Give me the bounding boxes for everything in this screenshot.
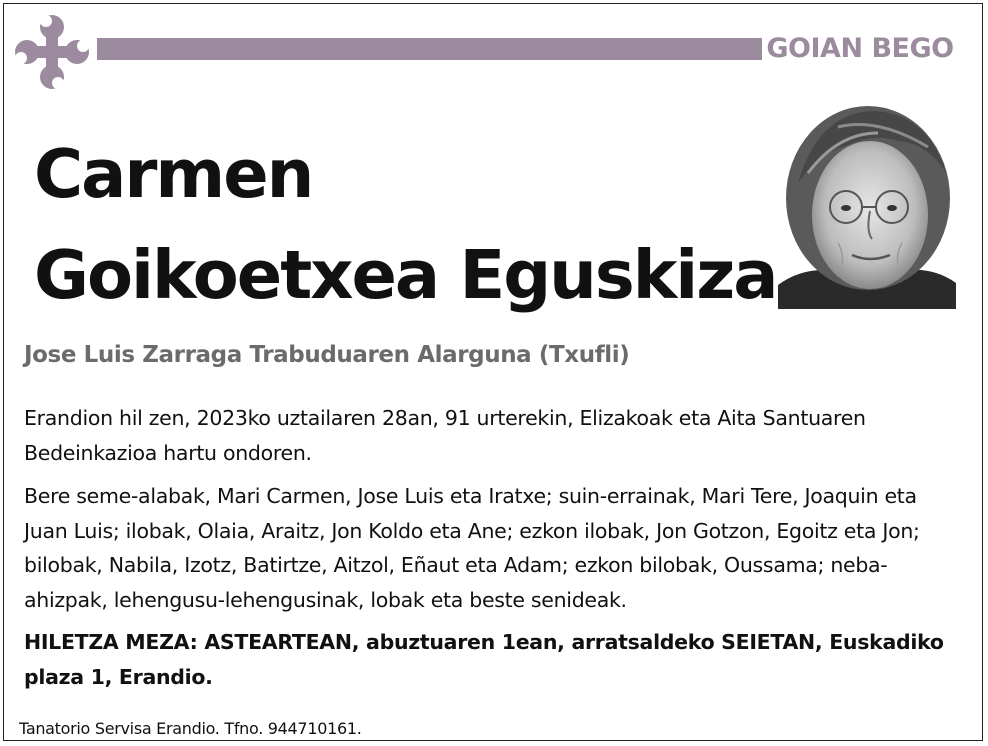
widow-of-subtitle: Jose Luis Zarraga Trabuduaren Alarguna (Txufli) [24, 342, 630, 368]
deceased-surnames: Goikoetxea Eguskiza [34, 236, 777, 314]
funeral-mass-paragraph: HILETZA MEZA: ASTEARTEAN, abuztuaren 1ean, arratsaldeko SEIETAN, Euskadiko plaza 1, Erandio. [24, 630, 944, 689]
deceased-first-name: Carmen [34, 135, 313, 213]
family-paragraph: Bere seme-alabak, Mari Carmen, Jose Luis eta Iratxe; suin-errainak, Mari Tere, Joaquin eta Juan Luis; ilobak, Olaia, Araitz, Jon Koldo eta Ane; ezkon ilobak, Jon Gotzon, Egoitz eta Jon; bilobak, Nabila, Izotz, Batirtze, Aitzol, Eñaut eta Adam; ezkon bilobak, Oussama; neba-ahizpak, lehengusu-lehengusinak, lobak eta beste senideak. [24, 484, 920, 612]
header-bar [97, 38, 762, 60]
death-announcement-paragraph: Erandion hil zen, 2023ko uztailaren 28an, 91 urterekin, Elizakoak eta Aita Santuaren Bedeinkazioa hartu ondoren. [24, 406, 866, 465]
portrait-photo [778, 103, 956, 309]
funeral-home-footer: Tanatorio Servisa Erandio. Tfno. 944710161. [19, 719, 362, 738]
goian-bego-label: GOIAN BEGO [766, 33, 954, 64]
lauburu-icon [10, 10, 94, 94]
